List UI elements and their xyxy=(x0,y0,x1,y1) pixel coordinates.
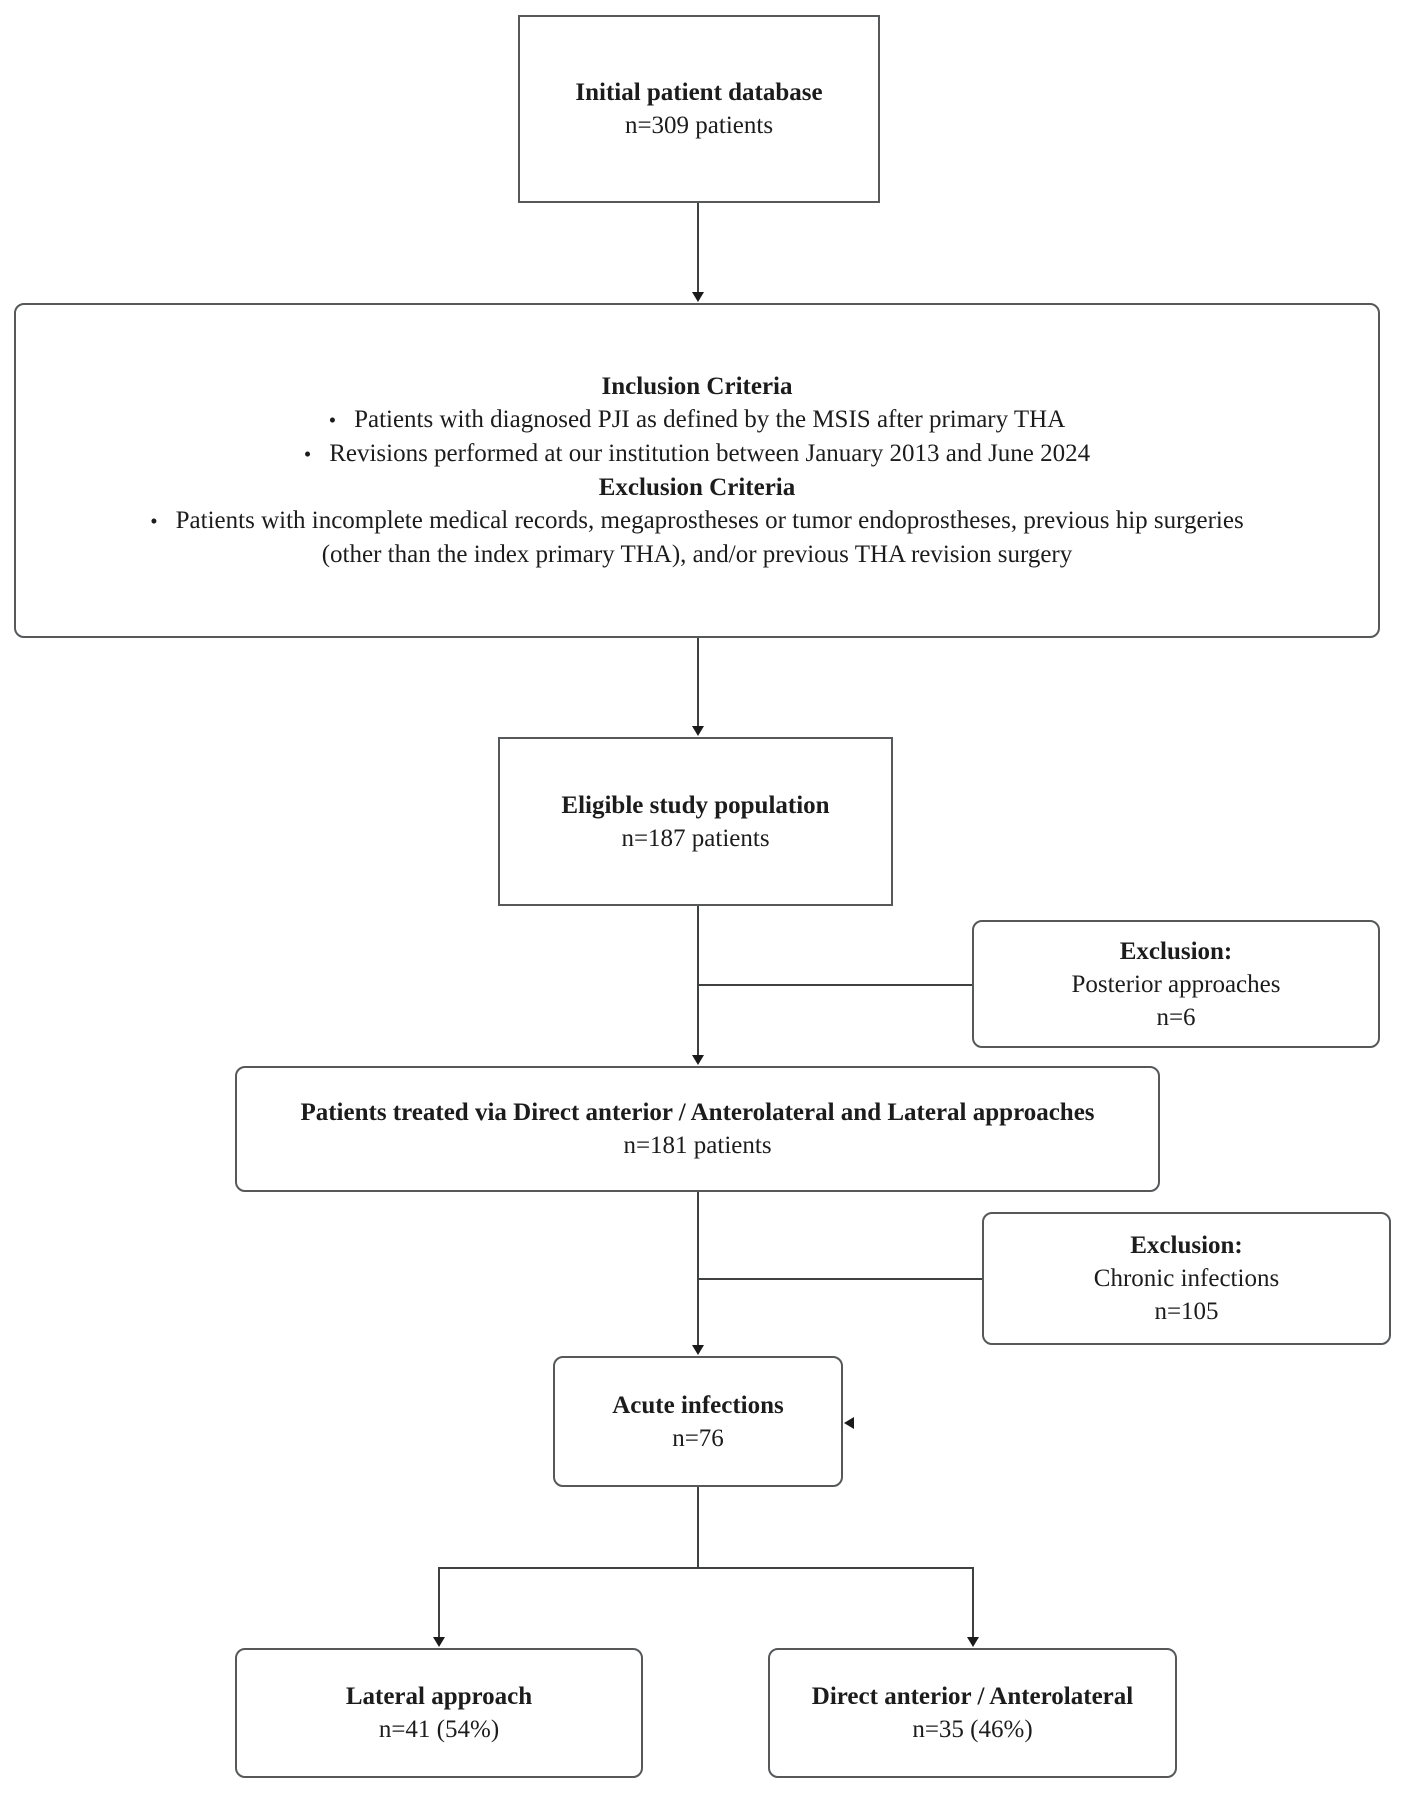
inclusion-item-text: Revisions performed at our institution between January 2013 and June 2024 xyxy=(329,440,1091,467)
box-title: Initial patient database xyxy=(575,79,823,106)
box-exclusion-posterior-approaches xyxy=(972,920,1380,1048)
bullet-icon: • xyxy=(303,442,312,466)
exclusion-label: Chronic infections xyxy=(1093,1265,1280,1292)
patient-count: n=105 xyxy=(1154,1298,1219,1325)
patient-count: n=187 patients xyxy=(621,824,770,852)
box-eligible-study-population xyxy=(498,737,893,906)
box-exclusion-chronic-infections xyxy=(982,1212,1391,1345)
box-title: Direct anterior / Anterolateral xyxy=(811,1683,1134,1710)
exclusion-heading: Exclusion Criteria xyxy=(598,474,796,501)
patient-count: n=76 xyxy=(672,1424,724,1452)
patient-count: n=6 xyxy=(1156,1003,1196,1031)
connector-branch-to-direct xyxy=(972,1568,974,1637)
box-direct-anterior-anterolateral xyxy=(768,1648,1177,1778)
patient-count: n=181 patients xyxy=(623,1132,772,1159)
connector-initial-to-criteria xyxy=(697,203,699,292)
patient-count: n=309 patients xyxy=(624,112,774,139)
box-title: Eligible study population xyxy=(561,791,830,819)
arrowhead-down-icon xyxy=(433,1637,445,1647)
arrowhead-down-icon xyxy=(967,1637,979,1647)
inclusion-heading: Inclusion Criteria xyxy=(601,373,793,400)
exclusion-item-text: Patients with incomplete medical records, megaprostheses or tumor endoprostheses, previous hip surgeries xyxy=(175,507,1244,534)
box-title: Acute infections xyxy=(612,1391,784,1419)
connector-acute-to-branch xyxy=(697,1487,699,1568)
connector-branch-horizontal xyxy=(438,1567,974,1569)
connector-treated-to-acute xyxy=(697,1192,699,1345)
arrowhead-left-icon xyxy=(844,1417,854,1429)
exclusion-item xyxy=(150,504,1243,538)
arrowhead-down-icon xyxy=(692,1345,704,1355)
box-title: Lateral approach xyxy=(345,1683,533,1710)
box-initial-patient-database xyxy=(518,15,880,203)
box-patients-treated-approaches xyxy=(235,1066,1160,1192)
box-inclusion-exclusion-criteria xyxy=(14,303,1380,638)
box-acute-infections xyxy=(553,1356,843,1487)
connector-eligible-to-treated xyxy=(697,906,699,1055)
inclusion-item-text: Patients with diagnosed PJI as defined by the MSIS after primary THA xyxy=(354,406,1066,433)
arrowhead-down-icon xyxy=(692,726,704,736)
patient-count: n=35 (46%) xyxy=(912,1716,1033,1743)
arrowhead-down-icon xyxy=(692,292,704,302)
arrowhead-down-icon xyxy=(692,1055,704,1065)
exclusion-heading: Exclusion: xyxy=(1130,1232,1243,1259)
patient-count: n=41 (54%) xyxy=(378,1716,500,1743)
connector-branch-to-chronic-exclusion xyxy=(698,1278,982,1280)
connector-branch-to-posterior-exclusion xyxy=(698,984,972,986)
box-lateral-approach xyxy=(235,1648,643,1778)
bullet-icon: • xyxy=(150,509,158,533)
box-title: Patients treated via Direct anterior / Anterolateral and Lateral approaches xyxy=(300,1099,1095,1126)
connector-criteria-to-eligible xyxy=(697,638,699,726)
exclusion-heading: Exclusion: xyxy=(1119,937,1233,965)
inclusion-item xyxy=(329,403,1066,437)
connector-branch-to-lateral xyxy=(438,1568,440,1637)
exclusion-label: Posterior approaches xyxy=(1071,970,1281,998)
inclusion-item xyxy=(304,437,1090,471)
exclusion-item-continuation: (other than the index primary THA), and/or previous THA revision surgery xyxy=(321,541,1073,568)
bullet-icon: • xyxy=(328,408,337,432)
